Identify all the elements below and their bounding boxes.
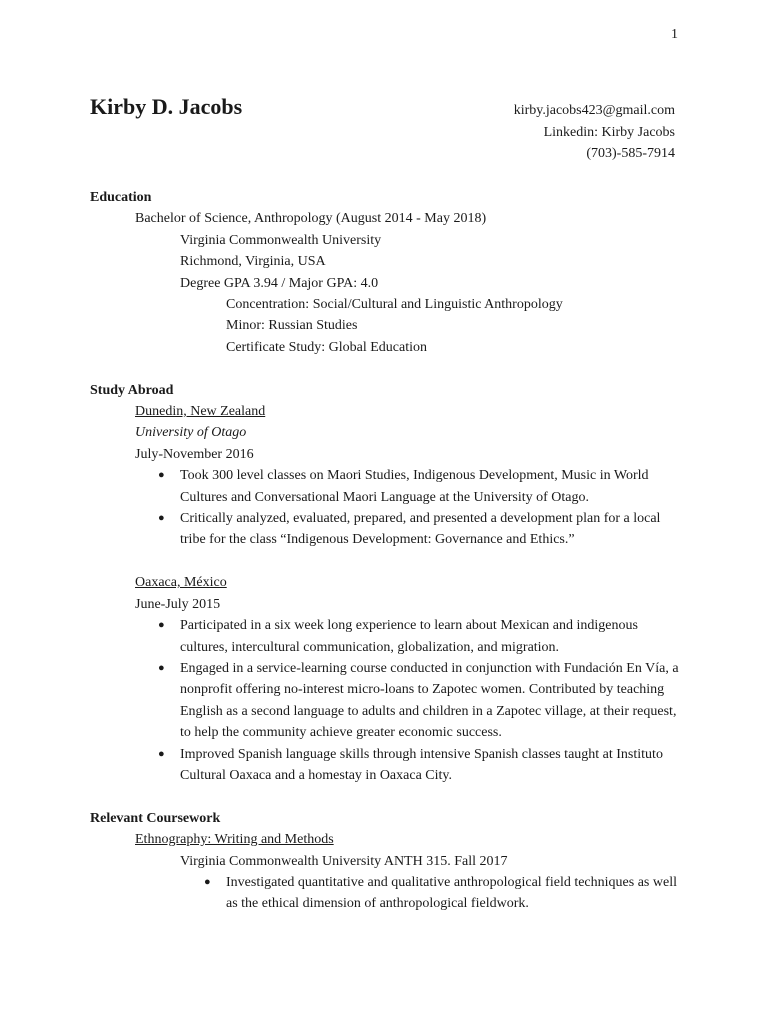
course-bullet-list — [90, 872, 685, 915]
minor: Minor: Russian Studies — [226, 318, 358, 334]
concentration: Concentration: Social/Cultural and Linguistic Anthropology — [226, 297, 563, 313]
list-item: ● Improved Spanish language skills through intensive Spanish classes taught at Instituto Cultural Oaxaca and a homestay in Oaxaca City. — [180, 744, 685, 787]
list-item: ● Engaged in a service-learning course conducted in conjunction with Fundación En Vía, a nonprofit offering no-interest micro-loans to Zapotec women. Contributed by teaching English as a second language to adults and children in a Zapotec village, at their request, to help the community achieve greater economic success. — [180, 658, 685, 744]
resume-body — [90, 187, 685, 915]
bullet-icon: ● — [158, 469, 165, 482]
bullet-icon: ● — [158, 747, 165, 760]
study-abroad-heading: Study Abroad — [90, 382, 174, 398]
degree: Bachelor of Science, Anthropology (August 2014 - May 2018) — [135, 211, 487, 227]
bullet-icon: ● — [158, 661, 165, 674]
abroad-place: Dunedin, New Zealand — [135, 404, 266, 420]
abroad-bullet-list — [90, 615, 685, 786]
linkedin: Linkedin: Kirby Jacobs — [543, 124, 675, 140]
abroad-dates: July-November 2016 — [135, 446, 254, 462]
phone: (703)-585-7914 — [586, 146, 675, 161]
list-item: ● Investigated quantitative and qualitative anthropological field techniques as well as the ethical dimension of anthropological fieldwork. — [226, 872, 685, 915]
abroad-place: Oaxaca, México — [135, 575, 227, 591]
abroad-dates: June-July 2015 — [135, 596, 221, 612]
list-item: ● Critically analyzed, evaluated, prepared, and presented a development plan for a local tribe for the class “Indigenous Development: Governance and Ethics.” — [180, 508, 685, 551]
email: kirby.jacobs423@gmail.com — [513, 103, 675, 118]
bullet-icon: ● — [158, 512, 165, 525]
certificate: Certificate Study: Global Education — [226, 339, 428, 355]
bullet-icon: ● — [204, 875, 211, 888]
abroad-bullet-list — [90, 465, 685, 551]
resume-name: Kirby D. Jacobs — [90, 94, 243, 119]
bullet-icon: ● — [158, 619, 165, 632]
school-location: Richmond, Virginia, USA — [180, 254, 326, 270]
page-number: 1 — [671, 27, 678, 42]
abroad-institution: University of Otago — [135, 425, 247, 441]
list-item: ● Took 300 level classes on Maori Studies, Indigenous Development, Music in World Cultures and Conversational Maori Language at the University of Otago. — [180, 465, 685, 508]
school: Virginia Commonwealth University — [180, 232, 382, 248]
course-title: Ethnography: Writing and Methods — [135, 832, 334, 848]
list-item: ● Participated in a six week long experience to learn about Mexican and indigenous cultures, intercultural communication, globalization, and migration. — [180, 615, 685, 658]
course-info: Virginia Commonwealth University ANTH 315. Fall 2017 — [180, 853, 508, 869]
gpa: Degree GPA 3.94 / Major GPA: 4.0 — [180, 275, 379, 291]
contact-block — [514, 100, 675, 165]
education-heading: Education — [90, 190, 152, 205]
coursework-heading: Relevant Coursework — [90, 810, 221, 826]
